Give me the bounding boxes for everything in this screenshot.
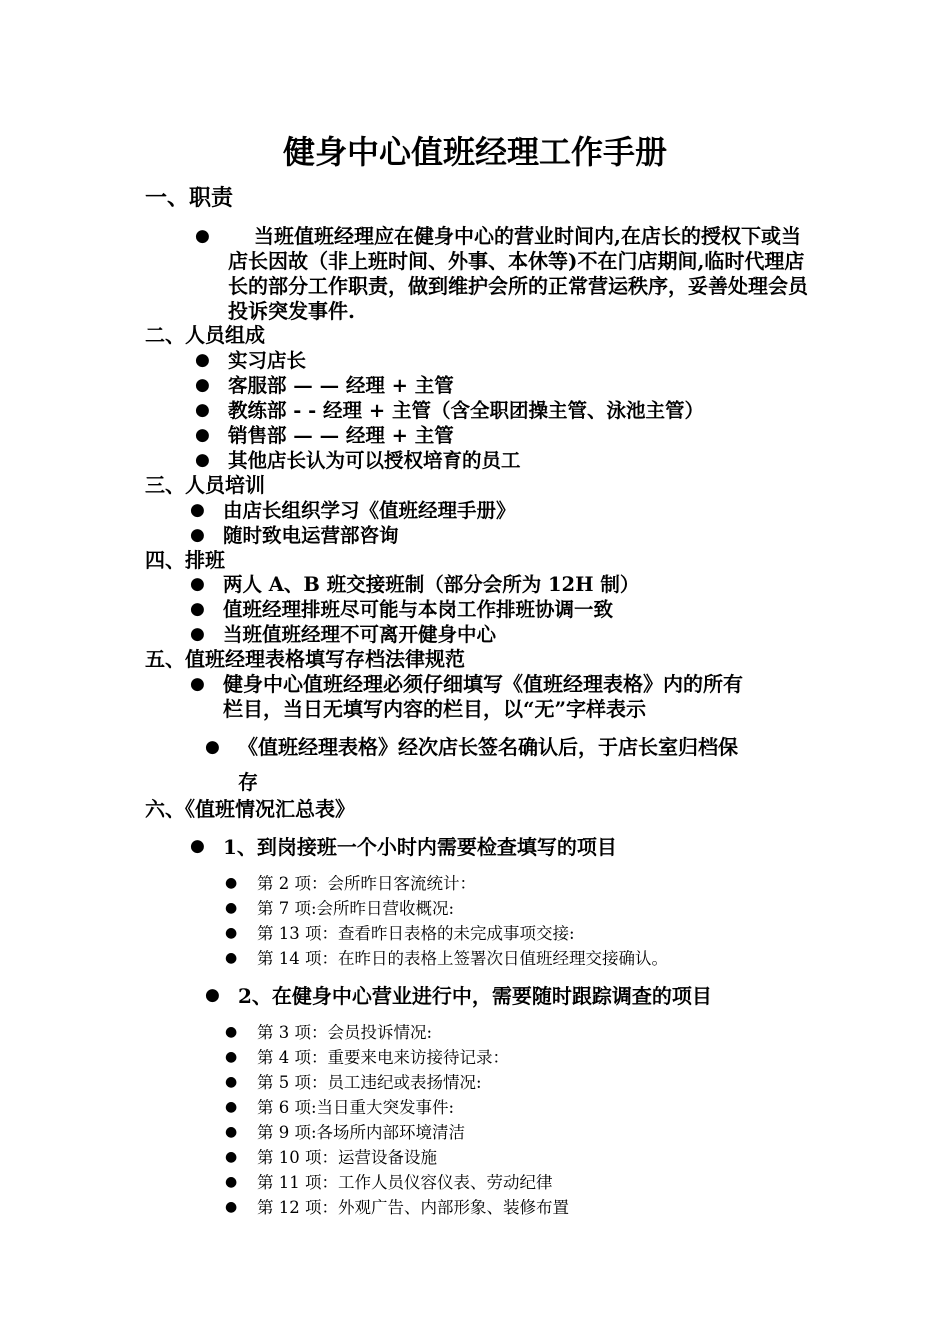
- list-item: 由店长组织学习《值班经理手册》: [223, 499, 516, 522]
- section-heading-staff: 二、人员组成: [145, 323, 265, 347]
- bullet-icon: ●: [205, 985, 220, 1005]
- list-item: 第 3 项：会员投诉情况:: [257, 1023, 433, 1042]
- subsection-title: 2、在健身中心营业进行中，需要随时跟踪调查的项目: [238, 984, 712, 1008]
- bullet-icon: ●: [195, 400, 210, 420]
- list-item: 第 6 项:当日重大突发事件:: [257, 1098, 455, 1117]
- bullet-icon: ●: [195, 350, 210, 370]
- bullet-icon: ●: [205, 737, 220, 757]
- bullet-icon: ●: [225, 925, 238, 941]
- bullet-icon: ●: [225, 1099, 238, 1115]
- list-item: 随时致电运营部咨询: [223, 524, 399, 547]
- bullet-icon: ●: [190, 599, 205, 619]
- bullet-icon: ●: [225, 1074, 238, 1090]
- bullet-icon: ●: [225, 1199, 238, 1215]
- list-item-line: 健身中心值班经理必须仔细填写《值班经理表格》内的所有: [223, 672, 743, 696]
- bullet-icon: ●: [225, 1024, 238, 1040]
- bullet-icon: ●: [225, 875, 238, 891]
- list-item: 当班值班经理不可离开健身中心: [223, 623, 497, 646]
- bullet-icon: ●: [190, 674, 205, 694]
- bullet-icon: ●: [190, 624, 205, 644]
- list-item: 第 2 项：会所昨日客流统计：: [257, 874, 476, 893]
- subsection-title: 1、到岗接班一个小时内需要检查填写的项目: [223, 835, 617, 859]
- bullet-icon: ●: [195, 375, 210, 395]
- section-heading-summary: 六、《值班情况汇总表》: [145, 797, 355, 821]
- list-item: 值班经理排班尽可能与本岗工作排班协调一致: [223, 598, 614, 621]
- section-heading-forms: 五、值班经理表格填写存档法律规范: [145, 647, 465, 671]
- list-item: 其他店长认为可以授权培育的员工: [228, 449, 521, 472]
- list-item: 销售部 — — 经理 + 主管: [228, 424, 454, 447]
- bullet-icon: ●: [225, 1049, 238, 1065]
- list-item: 第 10 项：运营设备设施: [257, 1148, 437, 1167]
- bullet-icon: ●: [190, 574, 205, 594]
- bullet-icon: ●: [195, 226, 210, 246]
- list-item-line: 存: [238, 770, 258, 794]
- list-item: 第 7 项:会所昨日营收概况:: [257, 899, 455, 918]
- bullet-icon: ●: [225, 1124, 238, 1140]
- list-item: 第 12 项：外观广告、内部形象、装修布置: [257, 1198, 569, 1217]
- section-heading-schedule: 四、排班: [145, 548, 225, 572]
- duties-paragraph: 当班值班经理应在健身中心的营业时间内,在店长的授权下或当店长因故（非上班时间、外事、本休等)不在门店期间,临时代理店长的部分工作职责，做到维护会所的正常营运秩序，妥善处理会员投诉突发事件.: [228, 224, 808, 323]
- list-item: 第 14 项：在昨日的表格上签署次日值班经理交接确认。: [257, 949, 668, 968]
- document-title: 健身中心值班经理工作手册: [282, 133, 667, 171]
- list-item-line: 栏目，当日无填写内容的栏目，以“无”字样表示: [223, 697, 647, 721]
- list-item: 第 11 项：工作人员仪容仪表、劳动纪律: [257, 1173, 553, 1192]
- list-item: 客服部 — — 经理 + 主管: [228, 374, 454, 397]
- bullet-icon: ●: [195, 425, 210, 445]
- list-item: 第 4 项：重要来电来访接待记录：: [257, 1048, 509, 1067]
- list-item: 教练部 - - 经理 + 主管（含全职团操主管、泳池主管）: [228, 399, 704, 422]
- bullet-icon: ●: [190, 500, 205, 520]
- bullet-icon: ●: [225, 1174, 238, 1190]
- bullet-icon: ●: [225, 1149, 238, 1165]
- section-heading-training: 三、人员培训: [145, 473, 265, 497]
- bullet-icon: ●: [225, 900, 238, 916]
- bullet-icon: ●: [190, 836, 205, 856]
- list-item: 两人 A、B 班交接班制（部分会所为 12H 制）: [223, 573, 640, 596]
- bullet-icon: ●: [190, 525, 205, 545]
- list-item: 第 9 项:各场所内部环境清洁: [257, 1123, 466, 1142]
- bullet-icon: ●: [225, 950, 238, 966]
- bullet-icon: ●: [195, 450, 210, 470]
- section-heading-duties: 一、职责: [145, 185, 234, 211]
- list-item: 第 5 项：员工违纪或表扬情况:: [257, 1073, 482, 1092]
- list-item: 实习店长: [228, 349, 307, 372]
- list-item-line: 《值班经理表格》经次店长签名确认后，于店长室归档保: [238, 735, 738, 759]
- list-item: 第 13 项：查看昨日表格的未完成事项交接:: [257, 924, 575, 943]
